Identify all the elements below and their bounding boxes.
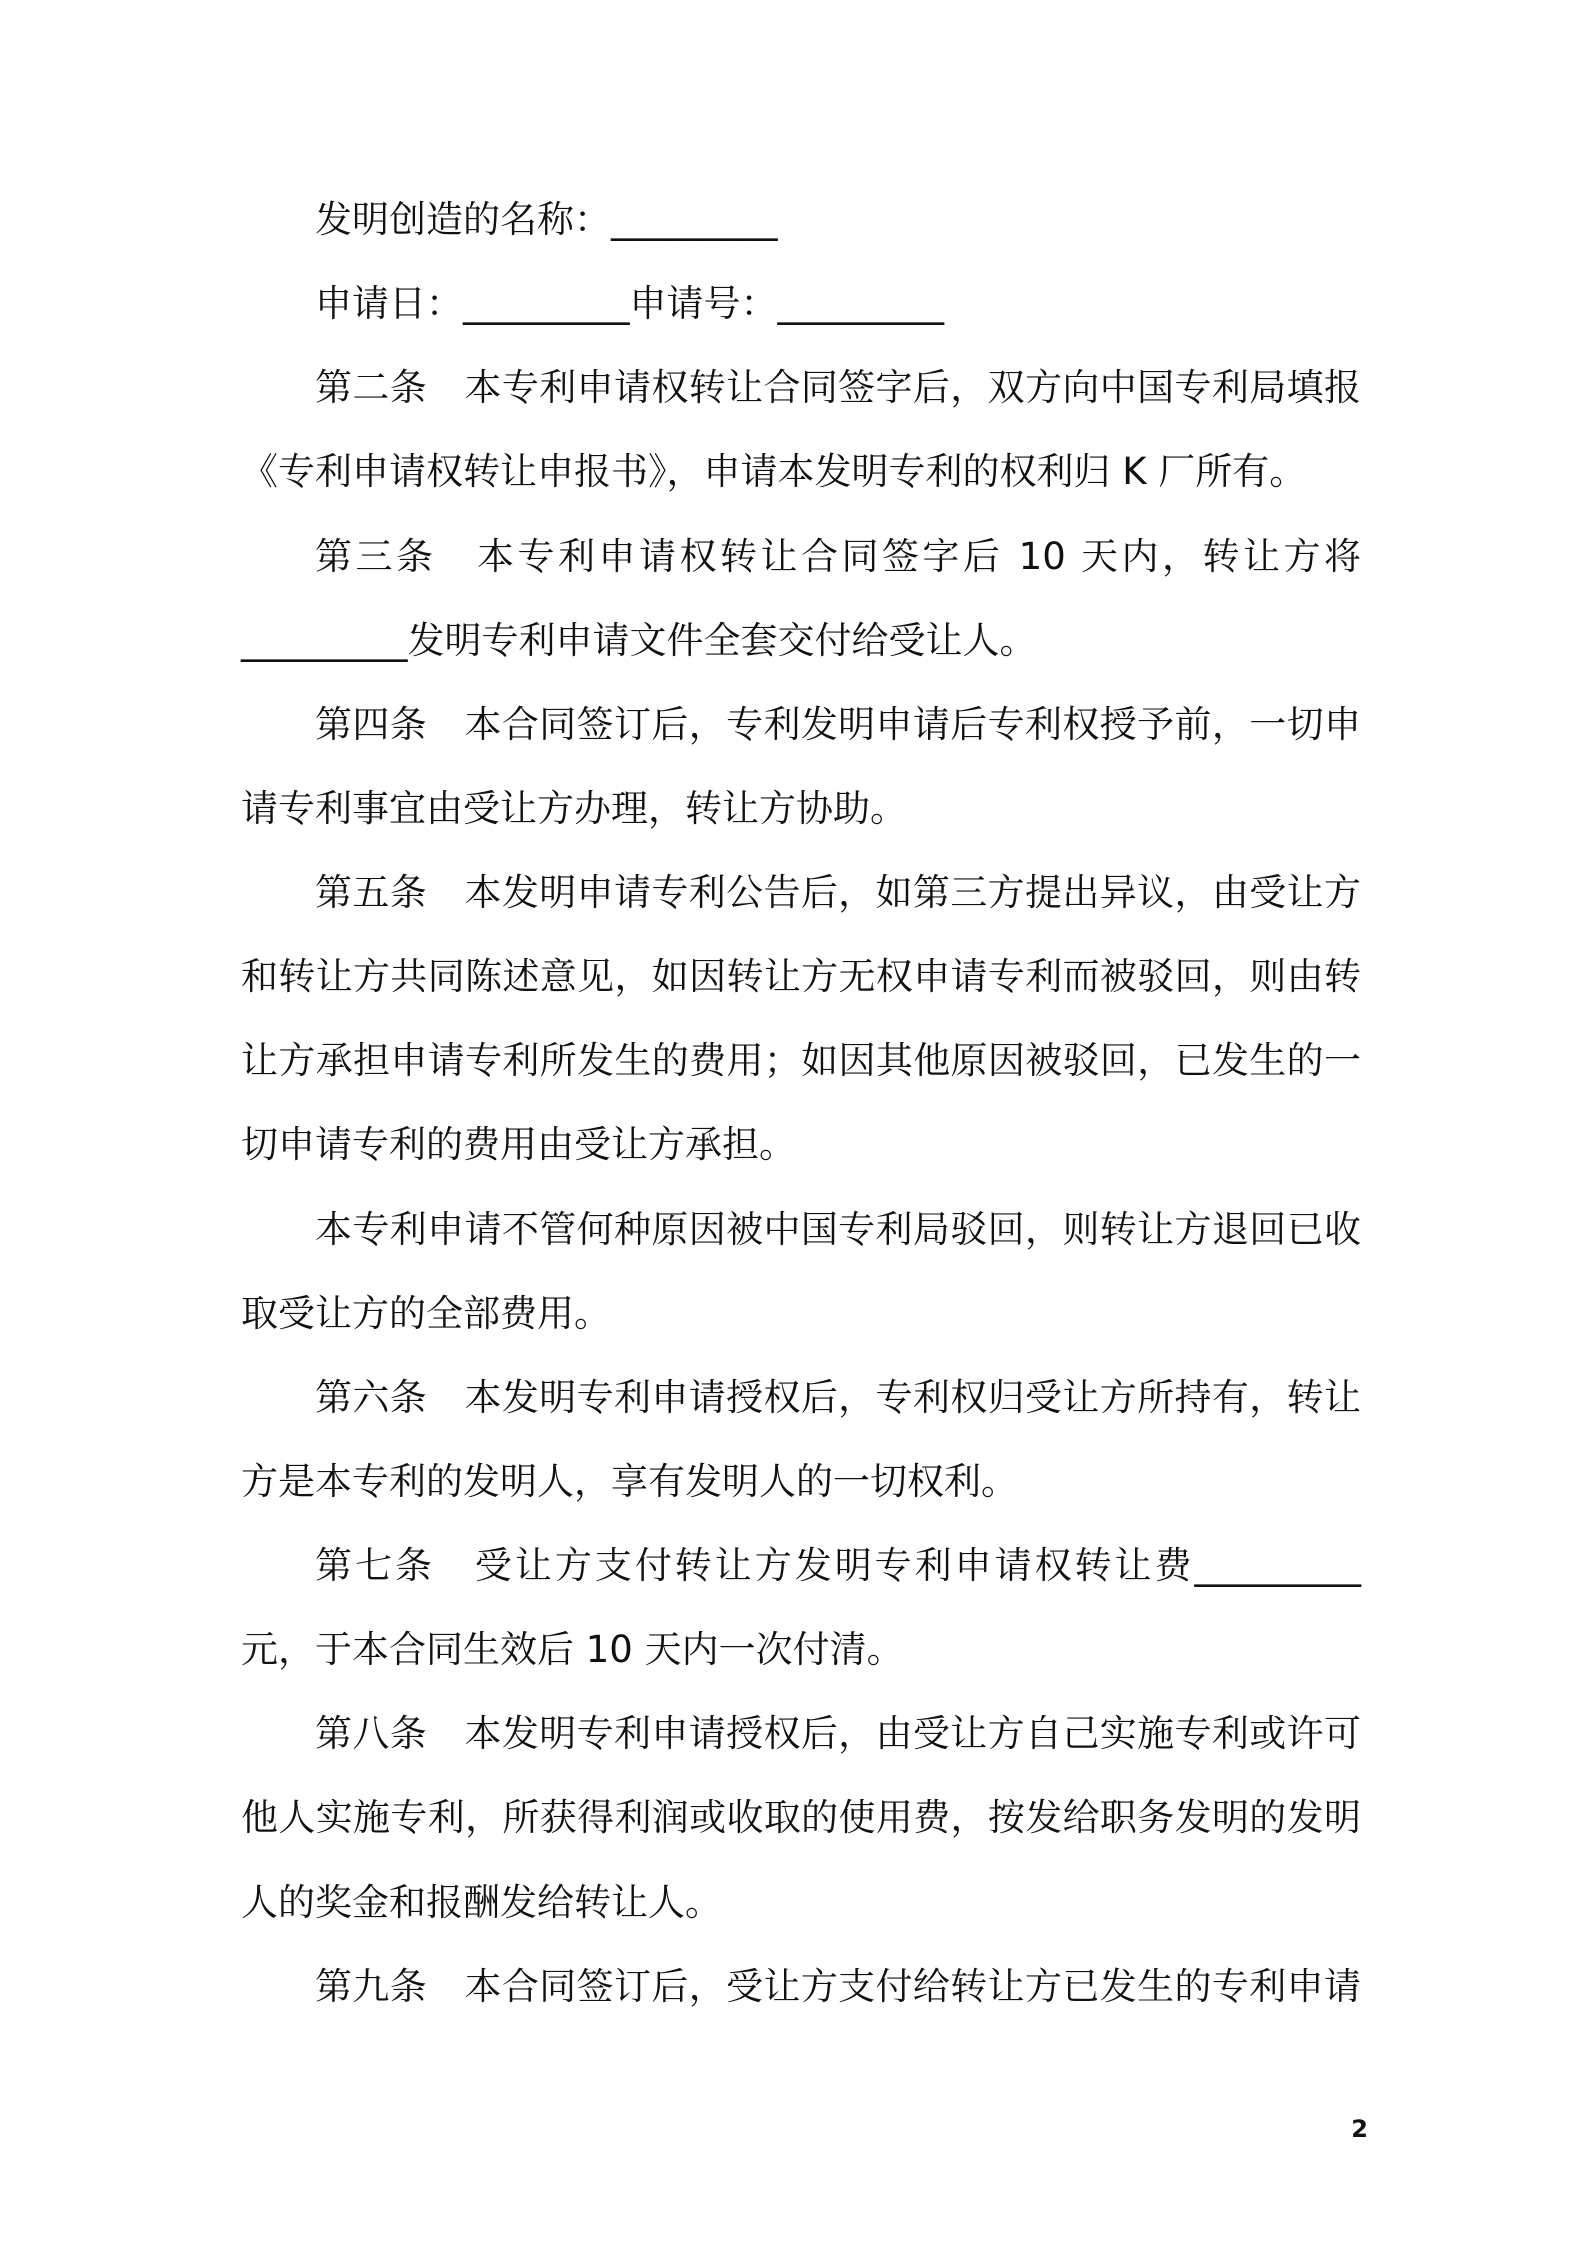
article-3-line-2: _________发明专利申请文件全套交付给受让人。 [241,619,1037,662]
article-5-line-2: 和转让方共同陈述意见，如因转让方无权申请专利而被驳回，则由转 [241,955,1361,998]
article-8-line-2: 他人实施专利，所获得利润或收取的使用费，按发给职务发明的发明 [241,1796,1361,1839]
invention-name-line: 发明创造的名称：_________ [315,198,778,241]
article-2-line-1: 第二条 本专利申请权转让合同签字后，双方向中国专利局填报 [315,366,1361,409]
article-7-line-1: 第七条 受让方支付转让方发明专利申请权转让费_________ [315,1544,1361,1587]
article-3-line-1: 第三条 本专利申请权转让合同签字后 10 天内，转让方将 [315,535,1361,578]
article-5-line-4: 切申请专利的费用由受让方承担。 [241,1123,796,1166]
article-8-line-1: 第八条 本发明专利申请授权后，由受让方自己实施专利或许可 [315,1712,1361,1755]
article-7-line-2: 元，于本合同生效后 10 天内一次付清。 [241,1628,904,1671]
article-6-line-1: 第六条 本发明专利申请授权后，专利权归受让方所持有，转让 [315,1376,1361,1419]
article-8-line-3: 人的奖金和报酬发给转让人。 [241,1881,722,1924]
article-6-line-2: 方是本专利的发明人，享有发明人的一切权利。 [241,1460,1018,1503]
article-5-line-3: 让方承担申请专利所发生的费用；如因其他原因被驳回，已发生的一 [241,1039,1361,1082]
article-9-line-1: 第九条 本合同签订后，受让方支付给转让方已发生的专利申请 [315,1965,1361,2008]
article-4-line-1: 第四条 本合同签订后，专利发明申请后专利权授予前，一切申 [315,703,1361,746]
article-4-line-2: 请专利事宜由受让方办理，转让方协助。 [241,787,907,830]
refund-clause-line-2: 取受让方的全部费用。 [241,1292,611,1335]
article-2-line-2: 《专利申请权转让申报书》，申请本发明专利的权利归 K 厂所有。 [241,450,1307,493]
application-date-line: 申请日：_________申请号：_________ [315,282,944,325]
article-5-line-1: 第五条 本发明申请专利公告后，如第三方提出异议，由受让方 [315,871,1361,914]
refund-clause-line-1: 本专利申请不管何种原因被中国专利局驳回，则转让方退回已收 [315,1208,1361,1251]
page-number: 2 [1351,2115,1368,2143]
